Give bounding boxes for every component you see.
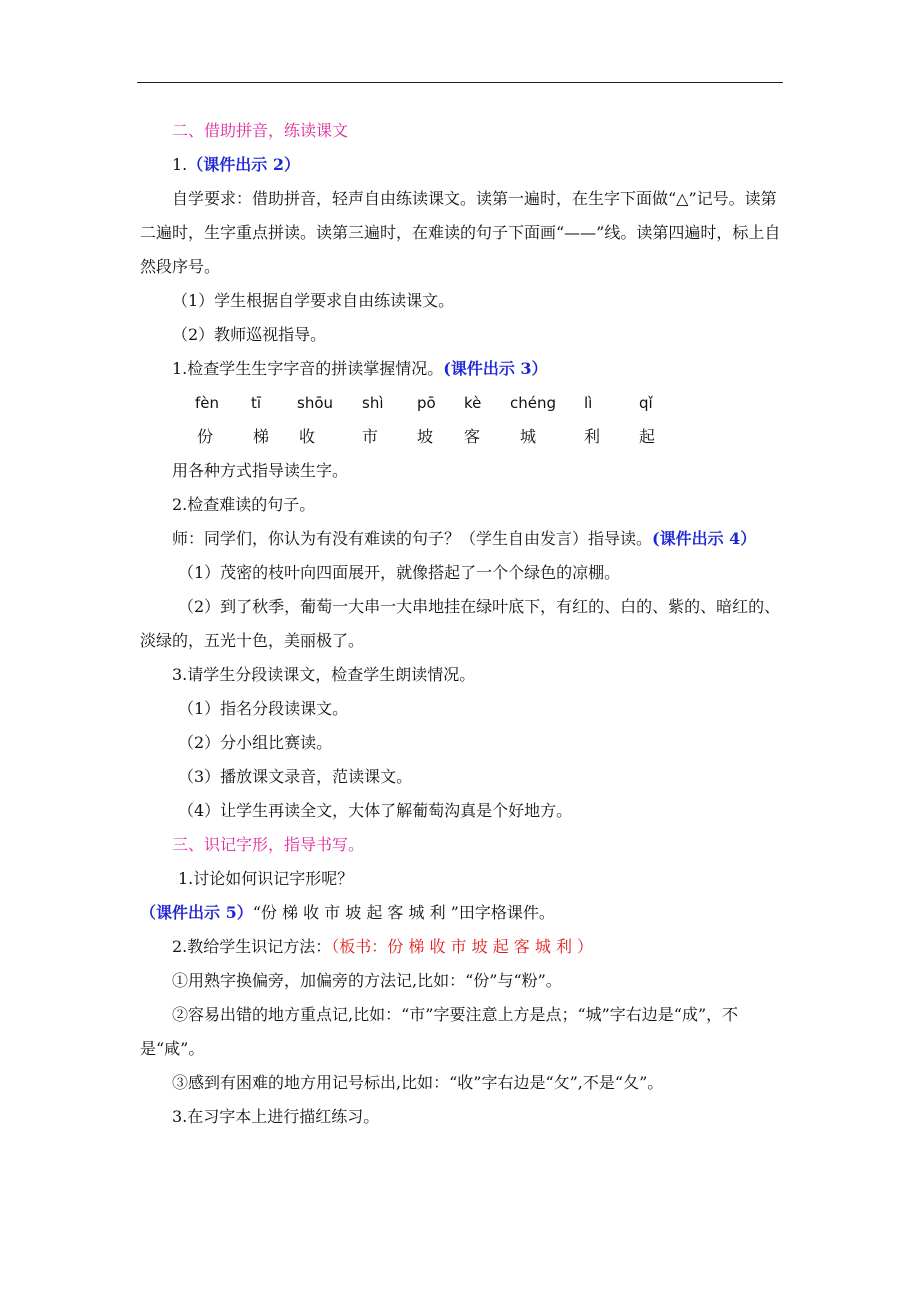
hanzi: 客 — [464, 427, 481, 446]
reading-step-2: （2）分小组比赛读。 — [178, 733, 333, 752]
header-rule — [137, 82, 783, 83]
board-writing: （板书：份 梯 收 市 坡 起 客 城 利 ） — [331, 937, 594, 956]
reading-step-1: （1）指名分段读课文。 — [178, 699, 349, 718]
pinyin: qǐ — [639, 394, 653, 412]
courseware-ref-4: (课件出示 4） — [652, 529, 757, 548]
method-3: ③感到有困难的地方用记号标出,比如：“收”字右边是“攵”,不是“夂”。 — [172, 1073, 664, 1092]
sub-item-2: （2）教师巡视指导。 — [172, 325, 327, 344]
hanzi-row — [140, 420, 783, 454]
hanzi: 城 — [520, 427, 537, 446]
hanzi: 坡 — [417, 427, 434, 446]
courseware-ref-3: (课件出示 3） — [443, 359, 548, 378]
hanzi: 起 — [639, 427, 656, 446]
hanzi: 份 — [197, 427, 214, 446]
pinyin: pō — [417, 394, 436, 412]
reading-step-3: （3）播放课文录音，范读课文。 — [178, 767, 413, 786]
check-pronunciation: 1.检查学生生字字音的拼读掌握情况。(课件出示 3） — [172, 359, 548, 378]
section-heading-3: 三、识记字形，指导书写。 — [172, 835, 365, 854]
document-body — [140, 114, 783, 1134]
check-sentences: 2.检查难读的句子。 — [172, 495, 316, 514]
hanzi: 利 — [584, 427, 601, 446]
pinyin: kè — [464, 394, 482, 412]
courseware-5-line: （课件出示 5）“份 梯 收 市 坡 起 客 城 利 ”田字格课件。 — [140, 903, 555, 922]
teacher-prompt: 师：同学们，你认为有没有难读的句子？（学生自由发言）指导读。(课件出示 4） — [172, 529, 757, 548]
pinyin: fèn — [195, 394, 220, 412]
hanzi: 市 — [362, 427, 379, 446]
self-study-requirements: 自学要求：借助拼音，轻声自由练读课文。读第一遍时，在生字下面做“△”记号。读第二遍时，生字重点拼读。读第三遍时，在难读的句子下面画“——”线。读第四遍时，标上自然段序号。 — [140, 189, 781, 276]
section-heading-2: 二、借助拼音，练读课文 — [172, 121, 349, 140]
sub-item-1: （1）学生根据自学要求自由练读课文。 — [172, 291, 455, 310]
pinyin: chéng — [510, 394, 557, 412]
pinyin: shōu — [297, 394, 334, 412]
sentence-2: （2）到了秋季，葡萄一大串一大串地挂在绿叶底下，有红的、白的、紫的、暗红的、淡绿的，五光十色，美丽极了。 — [140, 597, 781, 650]
hanzi: 收 — [299, 427, 316, 446]
reading-step-4: （4）让学生再读全文，大体了解葡萄沟真是个好地方。 — [178, 801, 573, 820]
method-2: ②容易出错的地方重点记,比如：“市”字要注意上方是点；“城”字右边是“成”，不是“咸”。 — [140, 1005, 739, 1058]
check-reading: 3.请学生分段读课文，检查学生朗读情况。 — [172, 665, 476, 684]
method-1: ①用熟字换偏旁，加偏旁的方法记,比如：“份”与“粉”。 — [172, 971, 562, 990]
discuss-item: 1.讨论如何识记字形呢？ — [178, 869, 354, 888]
practice-item: 3.在习字本上进行描红练习。 — [172, 1107, 380, 1126]
hanzi: 梯 — [253, 427, 270, 446]
pinyin-row — [140, 386, 783, 420]
memory-methods: 2.教给学生识记方法：（板书：份 梯 收 市 坡 起 客 城 利 ） — [172, 937, 594, 956]
pinyin: tī — [251, 394, 262, 412]
item-1: 1.（课件出示 2） — [172, 155, 300, 174]
pinyin: lì — [584, 394, 593, 412]
guide-reading: 用各种方式指导读生字。 — [172, 461, 349, 480]
pinyin: shì — [362, 394, 384, 412]
courseware-ref-5: （课件出示 5） — [140, 903, 253, 922]
courseware-ref-2: （课件出示 2） — [187, 155, 300, 174]
sentence-1: （1）茂密的枝叶向四面展开，就像搭起了一个个绿色的凉棚。 — [178, 563, 621, 582]
